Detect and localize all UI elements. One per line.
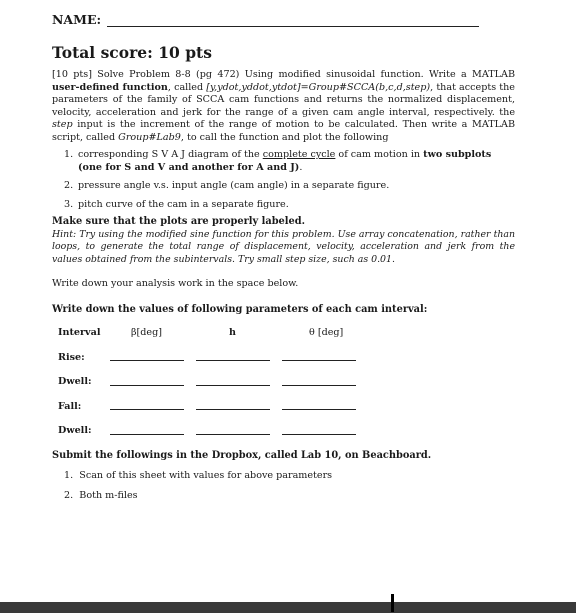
function-signature: [y,ydot,yddot,ytdot]=Group#SCCA(b,c,d,step)	[206, 81, 431, 93]
labeling-instruction: Make sure that the plots are properly labeled.	[52, 216, 305, 227]
row-label-fall: Fall:	[58, 401, 82, 412]
dwell1-h-blank[interactable]	[196, 385, 270, 386]
total-score-heading: Total score: 10 pts	[52, 43, 212, 62]
submission-item: 1. Scan of this sheet with values for above parameters	[64, 470, 333, 481]
text-cursor-icon	[391, 594, 394, 612]
row-label-dwell-2: Dwell:	[58, 425, 92, 436]
user-defined-function-term: user-defined function	[52, 81, 168, 93]
dwell2-beta-blank[interactable]	[110, 434, 184, 435]
fall-h-blank[interactable]	[196, 409, 270, 410]
hint-paragraph: Hint: Try using the modified sine function for this problem. Use array concatenation, rather than loops, to generate the total range of displacement, velocity, acceleration and jerk from the values obtained from the subintervals. Try small step size, such as 0.01.	[52, 229, 515, 265]
problem-statement: [10 pts] Solve Problem 8-8 (pg 472) Using modified sinusoidal function. Write a MATLAB user-defined function, called [y,ydot,yddot,ytdot]=Group#SCCA(b,c,d,step), that accepts the parameters of the family of SCCA cam functions and returns the normalized displacement, velocity, acceleration and jerk for the range of a given cam angle interval, respectively. the step input is the increment of the range of motion to be calculated. Then write a MATLAB script, called Group#Lab9, to call the function and plot the following	[52, 69, 515, 143]
dwell1-theta-blank[interactable]	[282, 385, 356, 386]
submission-item: 2. Both m-files	[64, 489, 138, 501]
submission-heading: Submit the followings in the Dropbox, called Lab 10, on Beachboard.	[52, 450, 432, 461]
column-header-interval: Interval	[58, 327, 101, 338]
rise-h-blank[interactable]	[196, 360, 270, 361]
parameters-heading: Write down the values of following parameters of each cam interval:	[52, 304, 428, 315]
rise-theta-blank[interactable]	[282, 360, 356, 361]
rise-beta-blank[interactable]	[110, 360, 184, 361]
viewer-bottom-bar	[0, 602, 576, 613]
task-item: 2. pressure angle v.s. input angle (cam angle) in a separate figure.	[64, 180, 390, 191]
name-field-row	[52, 12, 479, 27]
dwell2-h-blank[interactable]	[196, 434, 270, 435]
name-label: NAME:	[52, 12, 102, 27]
row-label-rise: Rise:	[58, 352, 85, 363]
column-header-h: h	[229, 327, 236, 338]
task-list	[52, 149, 515, 217]
row-label-dwell-1: Dwell:	[58, 376, 92, 387]
step-term: step	[52, 119, 73, 130]
dwell1-beta-blank[interactable]	[110, 385, 184, 386]
script-name: Group#Lab9	[118, 131, 181, 143]
dwell2-theta-blank[interactable]	[282, 434, 356, 435]
task-item: 1. corresponding S V A J diagram of the complete cycle of cam motion in two subplots (one for S and V and another for A and J).	[64, 149, 492, 173]
name-blank-line	[107, 12, 479, 27]
analysis-instruction: Write down your analysis work in the space below.	[52, 278, 299, 289]
task-item: 3. pitch curve of the cam in a separate figure.	[64, 198, 289, 210]
column-header-theta: θ [deg]	[309, 327, 344, 338]
fall-theta-blank[interactable]	[282, 409, 356, 410]
column-header-beta: β[deg]	[131, 327, 162, 338]
submission-list	[64, 466, 332, 505]
fall-beta-blank[interactable]	[110, 409, 184, 410]
